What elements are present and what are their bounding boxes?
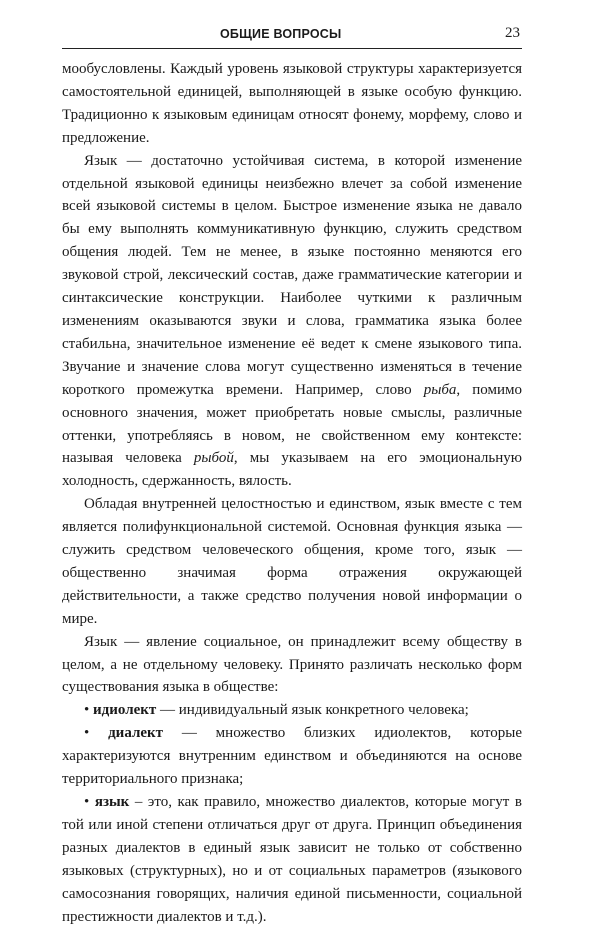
paragraph-language-stability — [62, 150, 522, 494]
bullet-item-idiolect — [62, 699, 522, 722]
bullet-text: — множество близких идиолектов, которые характеризуются внутренним единством и объединяются на основе территориального признака; — [62, 725, 523, 788]
bullet-marker: • — [84, 725, 90, 742]
paragraph-text: , мы указываем на его эмоциональную холодность, сдержанность, вялость. — [62, 450, 522, 490]
body-text — [62, 58, 522, 928]
paragraph-text: Язык — достаточно устойчивая система, в которой изменение отдельной языковой единицы неизбежно влечет за собой изменение всей языковой системы в целом. Быстрое изменение языка не давало бы ему выполнять коммуникативную функцию, служить средством общения людей. Тем не менее, в языке постоянно меняются его звуковой строй, лексический состав, даже грамматические категории и синтаксические конструкции. Наиболее чуткими к различным изменениям оказываются звуки и слова, грамматика языка более стабильна, значительное изменение её ведет к смене языкового типа. Звучание и значение слова могут существенно изменяться в течение короткого промежутка времени. Например, слово — [62, 152, 522, 398]
italic-word-ryba: рыба — [423, 381, 457, 398]
page-number: 23 — [505, 25, 520, 41]
bullet-term: язык — [94, 794, 130, 810]
bullet-text: – это, как правило, множество диалектов, которые могут в той или иной степени отличаться друг от друга. Принцип объединения разных диалектов в единый язык зависит не только от собственно языковых (структурных), но и от социальных параметров (языкового самосознания говорящих, наличия единой письменности, социальной престижности диалектов и т.д.). — [62, 794, 522, 925]
bullet-marker: • — [84, 702, 90, 719]
bullet-item-dialect — [62, 722, 522, 791]
paragraph-continuation: мообусловлены. Каждый уровень языковой структуры характеризуется самостоятельной единицей, выполняющей в языке особую функцию. Традиционно к языковым единицам относят фонему, морфему, слово и предложение. — [62, 61, 522, 146]
bullet-text: — индивидуальный язык конкретного человека; — [156, 702, 469, 719]
italic-word-ryboi: рыбой — [193, 450, 234, 467]
bullet-term: диалект — [108, 725, 164, 742]
header-title: ОБЩИЕ ВОПРОСЫ — [220, 27, 342, 41]
running-header — [62, 22, 522, 49]
bullet-term: идиолект — [93, 702, 157, 719]
paragraph-polyfunctional: Обладая внутренней целостностью и единством, язык вместе с тем является полифункциональной системой. Основная функция языка — служить средством человеческого общения, кроме того, язык — общественно значимая форма отражения окружающей действительности, а также средство получения новой информации о мире. — [62, 496, 522, 627]
paragraph-social-forms: Язык — явление социальное, он принадлежит всему обществу в целом, а не отдельному человеку. Принято различать несколько форм существования языка в обществе: — [62, 633, 522, 696]
bullet-item-language — [62, 791, 522, 928]
paragraph-text: , помимо основного значения, может приобретать новые смыслы, различные оттенки, употребляясь в новом, не свойственном ему контексте: называя человека — [62, 381, 522, 467]
bullet-marker: • — [84, 794, 90, 810]
